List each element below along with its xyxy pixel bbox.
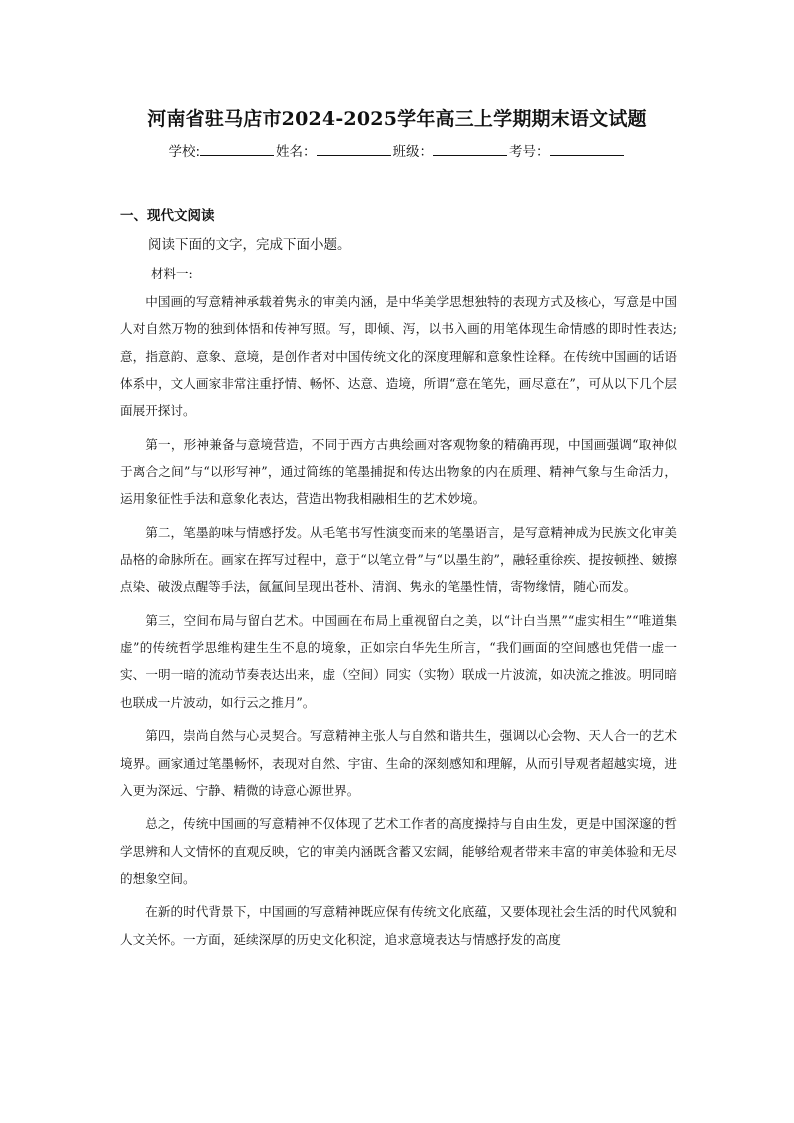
passage-paragraph: 第二，笔墨韵味与情感抒发。从毛笔书写性演变而来的笔墨语言，是写意精神成为民族文化审美品格的命脉所在。画家在挥写过程中，意于“以笔立骨”与“以墨生韵”，融轻重徐疾、提按顿挫、皴擦点染、破泼点醒等手法，氤氲间呈现出苍朴、清润、隽永的笔墨性情，寄物缘情，随心而发。 <box>120 524 677 595</box>
section-title: 一、现代文阅读 <box>120 208 215 224</box>
passage-paragraph: 中国画的写意精神承载着隽永的审美内涵，是中华美学思想独特的表现方式及核心，写意是中国人对自然万物的独到体悟和传神写照。写，即倾、泻，以书入画的用笔体现生命情感的即时性表达;意，指意韵、意象、意境，是创作者对中国传统文化的深度理解和意象性诠释。在传统中国画的话语体系中，文人画家非常注重抒情、畅怀、达意、造境，所谓“意在笔先，画尽意在”，可从以下几个层面展开探讨。 <box>120 294 677 419</box>
name-label: 姓名： <box>276 144 317 160</box>
reading-instruction: 阅读下面的文字，完成下面小题。 <box>148 237 351 253</box>
number-label: 考号： <box>509 144 550 160</box>
class-blank[interactable] <box>433 142 507 156</box>
passage-paragraph: 第一，形神兼备与意境营造，不同于西方古典绘画对客观物象的精确再现，中国画强调“取神似于离合之间”与“以形写神”，通过简练的笔墨捕捉和传达出物象的内在质理、精神气象与生命活力，运用象征性手法和意象化表达，营造出物我相融相生的艺术妙境。 <box>120 436 677 507</box>
school-blank[interactable] <box>200 142 274 156</box>
school-label: 学校: <box>168 144 201 160</box>
name-blank[interactable] <box>317 142 391 156</box>
passage-paragraph: 第三，空间布局与留白艺术。中国画在布局上重视留白之美，以“计白当黑”“虚实相生”“唯道集虚”的传统哲学思维构建生生不息的境象，正如宗白华先生所言，“我们画面的空间感也凭借一虚一实、一明一暗的流动节奏表达出来，虚（空间）同实（实物）联成一片波流，如决流之推波。明同暗也联成一片波动，如行云之推月”。 <box>120 612 677 710</box>
passage-paragraph: 第四，崇尚自然与心灵契合。写意精神主张人与自然和谐共生，强调以心会物、天人合一的艺术境界。画家通过笔墨畅怀，表现对自然、宇宙、生命的深刻感知和理解，从而引导观者超越实境，进入更为深远、宁静、精微的诗意心源世界。 <box>120 728 677 798</box>
passage-paragraph: 总之，传统中国画的写意精神不仅体现了艺术工作者的高度操持与自由生发，更是中国深邃的哲学思辨和人文情怀的直观反映，它的审美内涵既含蓄又宏阔，能够给观者带来丰富的审美体验和无尽的想象空间。 <box>120 816 677 886</box>
exam-title: 河南省驻马店市2024-2025学年高三上学期期末语文试题 <box>147 108 647 130</box>
class-label: 班级： <box>392 144 434 160</box>
student-info-line <box>0 140 794 160</box>
material-label: 材料一: <box>151 266 193 281</box>
reading-passage <box>120 288 677 959</box>
number-blank[interactable] <box>550 142 624 156</box>
passage-paragraph: 在新的时代背景下，中国画的写意精神既应保有传统文化底蕴，又要体现社会生活的时代风貌和人文关怀。一方面，延续深厚的历史文化积淀，追求意境表达与情感抒发的高度 <box>120 904 677 947</box>
